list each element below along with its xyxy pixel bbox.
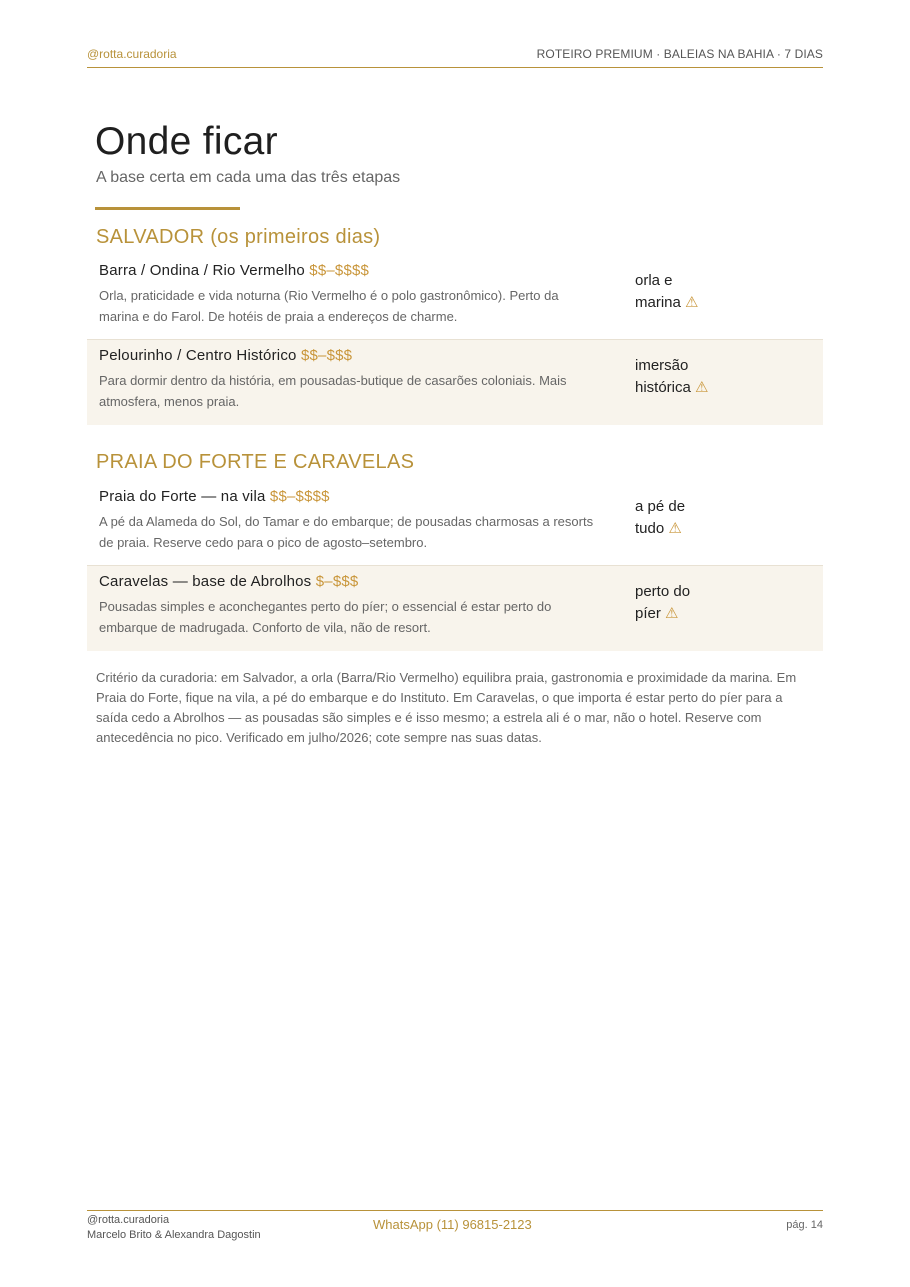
price-range: $$–$$$: [300, 347, 353, 364]
page-title: Onde ficar: [95, 120, 278, 163]
footer-credits: [87, 1213, 261, 1243]
lodging-row: [87, 340, 823, 425]
page-footer: [87, 1210, 823, 1251]
lodging-tag-line1: imersão: [635, 357, 689, 374]
footer-handle: @rotta.curadoria: [87, 1214, 170, 1226]
lodging-description: A pé da Alameda do Sol, do Tamar e do embarque; de pousadas charmosas a resorts de praia. Reserve cedo para o pico de agosto–setembro.: [99, 514, 594, 550]
header-doc-title: ROTEIRO PREMIUM · BALEIAS NA BAHIA · 7 DIAS: [536, 47, 823, 61]
lodging-tag-line2: tudo: [635, 520, 665, 537]
lodging-tag-line1: perto do: [635, 583, 691, 600]
lodging-description: Orla, praticidade e vida noturna (Rio Vermelho é o polo gastronômico). Perto da marina e do Farol. De hotéis de praia a endereços de charme.: [99, 288, 559, 324]
curation-note: Critério da curadoria: em Salvador, a orla (Barra/Rio Vermelho) equilibra praia, gastronomia e proximidade da marina. Em Praia do Forte, fique na vila, a pé do embarque e do Instituto. Em Caravelas, o que importa é estar perto do píer para a saída cedo a Abrolhos — as pousadas são simples e é isso mesmo; a estrela ali é o mar, não o hotel. Reserve com antecedência no pico. Verificado em julho/2026; cote sempre nas suas datas.: [96, 670, 797, 745]
lodging-tag: [635, 270, 725, 314]
lodging-tag-line1: a pé de: [635, 498, 686, 515]
price-range: $$–$$$$: [309, 262, 370, 279]
warning-icon: ⚠: [665, 605, 679, 622]
lodging-name-line: [99, 347, 352, 364]
lodging-tag: [635, 355, 725, 399]
page-header: [87, 46, 823, 68]
lodging-tag-line2: histórica: [635, 379, 691, 396]
warning-icon: ⚠: [685, 294, 699, 311]
lodging-name-line: [99, 262, 369, 279]
lodging-description: Pousadas simples e aconchegantes perto do píer; o essencial é estar perto do embarque de madrugada. Conforto de vila, não de resort.: [99, 599, 552, 635]
title-divider: [95, 207, 240, 210]
warning-icon: ⚠: [695, 379, 709, 396]
lodging-tag-line2: píer: [635, 605, 661, 622]
lodging-row: [87, 481, 823, 566]
lodging-name: Barra / Ondina / Rio Vermelho: [99, 262, 305, 279]
price-range: $$–$$$$: [269, 488, 330, 505]
footer-whatsapp: WhatsApp (11) 96815-2123: [373, 1217, 532, 1232]
lodging-tag: [635, 581, 725, 625]
lodging-name: Pelourinho / Centro Histórico: [99, 347, 297, 364]
page-number: pág. 14: [786, 1219, 823, 1231]
section-title-salvador: SALVADOR (os primeiros dias): [96, 226, 381, 248]
lodging-row: [87, 255, 823, 340]
lodging-tag-line1: orla e: [635, 272, 673, 289]
warning-icon: ⚠: [668, 520, 682, 537]
lodging-tag: [635, 496, 725, 540]
section-title-praia-do-forte-caravelas: PRAIA DO FORTE E CARAVELAS: [96, 451, 415, 473]
lodging-tag-line2: marina: [635, 294, 681, 311]
lodging-name-line: [99, 573, 358, 590]
price-range: $–$$$: [315, 573, 359, 590]
footer-authors: Marcelo Brito & Alexandra Dagostin: [87, 1229, 261, 1241]
lodging-name: Praia do Forte — na vila: [99, 488, 266, 505]
lodging-name-line: [99, 488, 330, 505]
header-brand: @rotta.curadoria: [87, 47, 177, 61]
lodging-name: Caravelas — base de Abrolhos: [99, 573, 312, 590]
lodging-row: [87, 566, 823, 651]
page-subtitle: A base certa em cada uma das três etapas: [96, 169, 401, 186]
lodging-description: Para dormir dentro da história, em pousadas-butique de casarões coloniais. Mais atmosfera, menos praia.: [99, 373, 567, 409]
